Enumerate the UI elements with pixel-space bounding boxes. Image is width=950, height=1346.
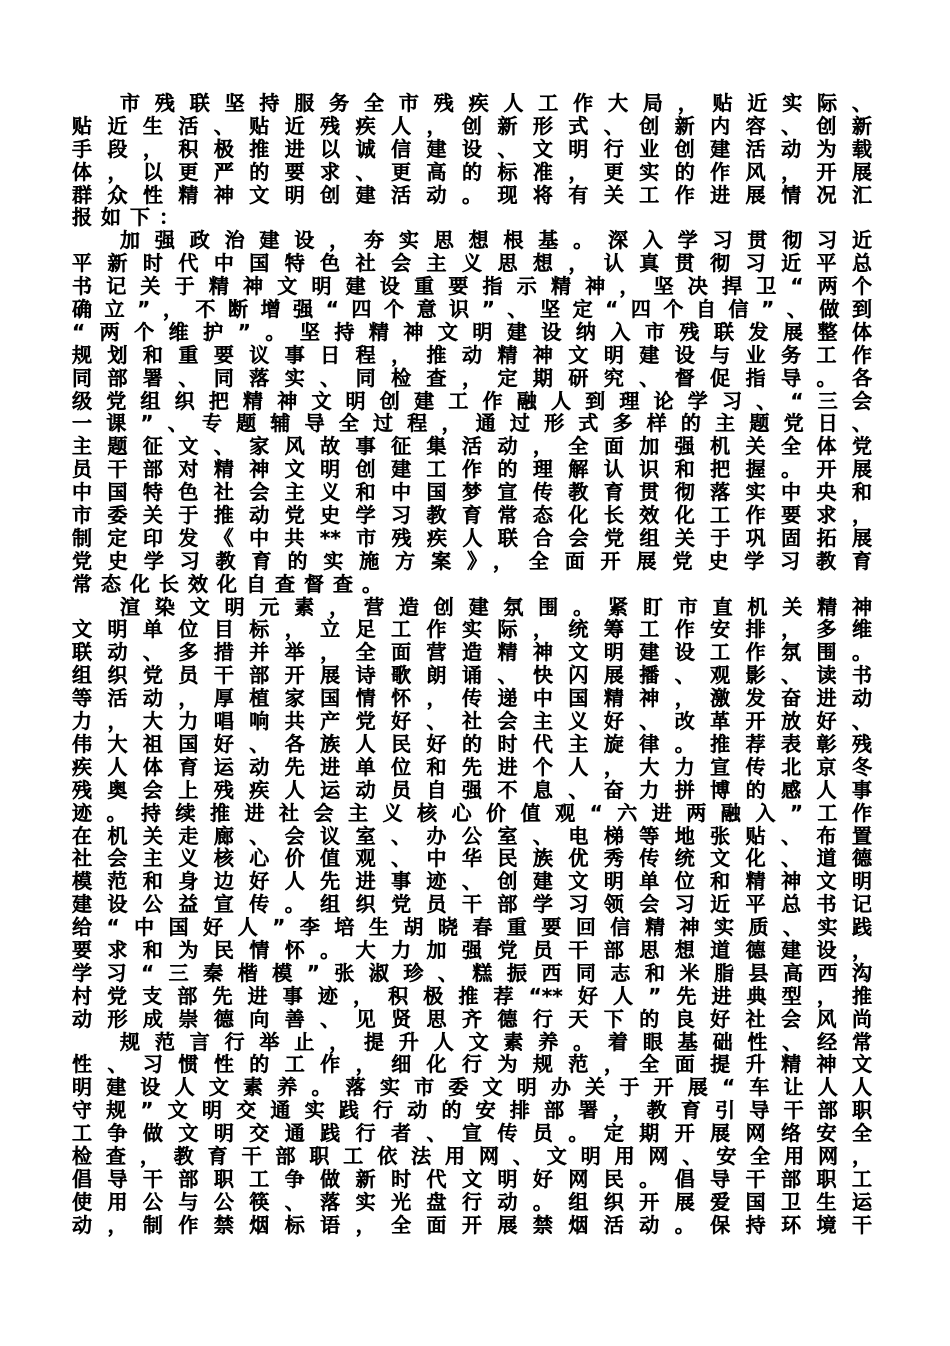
text-line: 书记关于精神文明建设重要指示精神，坚决捍卫“两个: [72, 274, 872, 299]
paragraph-civilization-elements: [72, 596, 872, 1031]
text-line: 守规”文明交通实践行动的安排部署，教育引导干部职: [72, 1098, 872, 1123]
text-line: 贴近生活、贴近残疾人，创新形式、创新内容、创新: [72, 113, 872, 138]
text-line: 模范和身边好人先进事迹、创建文明单位和精神文明: [72, 869, 872, 894]
text-line: 社会主义核心价值观、中华民族优秀传统文化、道德: [72, 846, 872, 871]
text-line: 检查，教育干部职工依法用网、文明用网、安全用网，: [72, 1143, 872, 1168]
text-line: 体，以更严的要求、更高的标准，更实的作风，开展: [72, 159, 872, 184]
document-page: [72, 92, 872, 1237]
text-line: 制定印发《中共**市残疾人联合会党组关于巩固拓展: [72, 525, 872, 550]
text-line: 要求和为民情怀。大力加强党员干部思想道德建设，: [72, 937, 872, 962]
text-line: “两个维护”。坚持精神文明建设纳入市残联发展整体: [72, 319, 872, 344]
text-line: 学习“三秦楷模”张淑珍、糕振西同志和米脂县高西沟: [72, 960, 872, 985]
paragraph-political-building: [72, 229, 872, 595]
text-line: 同部署、同落实、同检查，定期研究、督促指导。各: [72, 365, 872, 390]
text-line: 在机关走廊、会议室、办公室、电梯等地张贴、布置: [72, 823, 872, 848]
text-line: 确立”，不断增强“四个意识”、坚定“四个自信”、做到: [72, 297, 872, 322]
text-line: 主题征文、家风故事征集活动，全面加强机关全体党: [72, 434, 872, 459]
text-line: 力，大力唱响共产党好、社会主义好、改革开放好、: [72, 709, 872, 734]
text-line: 群众性精神文明创建活动。现将有关工作进展情况汇: [72, 182, 872, 207]
text-line: 村党支部先进事迹，积极推荐“**好人”先进典型，推: [72, 983, 872, 1008]
text-line: 联动、多措并举，全面营造精神文明建设工作氛围。: [72, 640, 872, 665]
text-line: 平新时代中国特色社会主义思想，认真贯彻习近平总: [72, 251, 872, 276]
text-line: 规范言行举止，提升人文素养。着眼基础性、经常: [120, 1029, 872, 1054]
text-line: 迹。持续推进社会主义核心价值观“六进两融入”工作: [72, 800, 872, 825]
text-line: 建设公益宣传。组织党员干部学习领会习近平总书记: [72, 892, 872, 917]
text-line: 残奥会上残疾人运动员自强不息、奋力拼博的感人事: [72, 777, 872, 802]
text-line: 性、习惯性的工作，细化行为规范，全面提升精神文: [72, 1052, 872, 1077]
text-line: 报如下：: [72, 205, 188, 230]
text-line: 常态化长效化自查督查。: [72, 571, 391, 596]
text-line: 疾人体育运动先进单位和先进个人，大力宣传北京冬: [72, 754, 872, 779]
text-line: 给“中国好人”李培生胡晓春重要回信精神实质、实践: [72, 915, 872, 940]
paragraph-conduct-norms: [72, 1031, 872, 1237]
text-line: 组织党员干部开展诗歌朗诵、快闪展播、观影、读书: [72, 663, 872, 688]
text-line: 级党组织把精神文明创建工作融人到理论学习、“三会: [72, 388, 872, 413]
text-line: 市残联坚持服务全市残疾人工作大局，贴近实际、: [120, 91, 872, 115]
text-line: 使用公与公筷、落实光盘行动。组织开展爱国卫生运: [72, 1189, 872, 1214]
text-line: 员干部对精神文明创建工作的理解认识和把握。开展: [72, 457, 872, 482]
text-line: 倡导干部职工争做新时代文明好网民。倡导干部职工: [72, 1166, 872, 1191]
text-line: 规划和重要议事日程，推动精神文明建设与业务工作: [72, 342, 872, 367]
text-line: 明建设人文素养。落实市委文明办关于开展“车让人人: [72, 1075, 872, 1100]
text-line: 工争做文明交通践行者、宣传员。定期开展网络安全: [72, 1121, 872, 1146]
text-line: 党史学习教育的实施方案》，全面开展党史学习教育: [72, 548, 872, 573]
text-line: 动，制作禁烟标语，全面开展禁烟活动。保持环境干: [72, 1212, 872, 1237]
text-line: 手段，积极推进以诚信建设、文明行业创建活动为载: [72, 136, 872, 161]
text-line: 动形成崇德向善、见贤思齐德行天下的良好社会风尚: [72, 1006, 872, 1031]
text-line: 伟大祖国好、各族人民好的时代主旋律。推荐表彰残: [72, 731, 872, 756]
text-line: 渲染文明元素，营造创建氛围。紧盯市直机关精神: [120, 594, 872, 619]
text-line: 等活动，厚植家国情怀，传递中国精神，激发奋进动: [72, 686, 872, 711]
text-line: 市委关于推动党史学习教育常态化长效化工作要求，: [72, 503, 872, 528]
text-line: 加强政治建设，夯实思想根基。深入学习贯彻习近: [120, 228, 872, 253]
paragraph-intro: [72, 92, 872, 229]
text-line: 一课”、专题辅导全过程，通过形式多样的主题党日、: [72, 411, 872, 436]
text-line: 中国特色社会主义和中国梦宣传教育贯彻落实中央和: [72, 480, 872, 505]
text-line: 文明单位目标，立足工作实际，统筹工作安排，多维: [72, 617, 872, 642]
